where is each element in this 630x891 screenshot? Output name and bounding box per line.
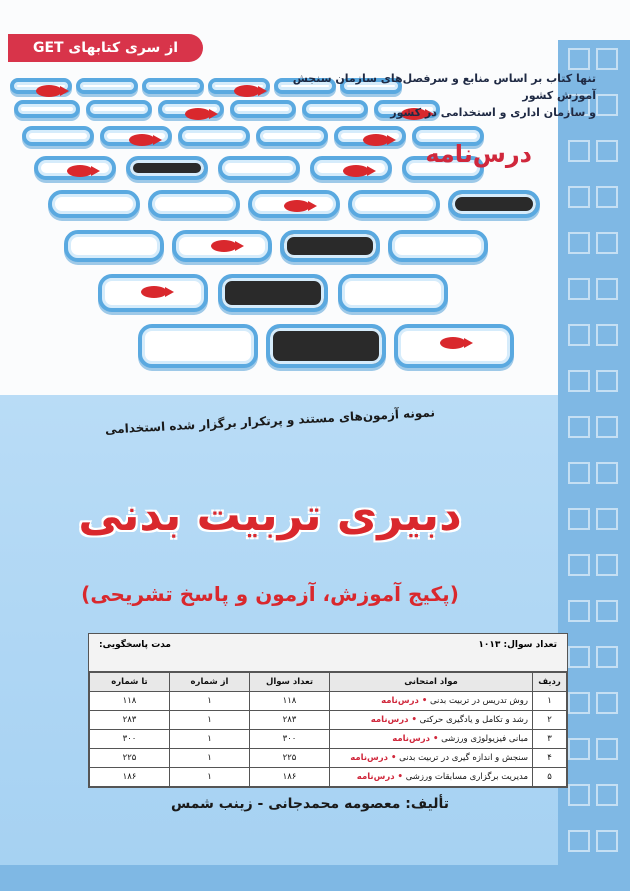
question-count-cell: ۲۸۳ (250, 711, 330, 730)
fish-icon (129, 134, 155, 146)
pond-basin (100, 126, 172, 146)
to-cell: ۱۸۶ (90, 768, 170, 787)
pond-basin (142, 78, 204, 94)
table-row (90, 692, 567, 711)
fish-icon (363, 134, 389, 146)
subject-name: رشد و تکامل و یادگیری حرکتی (419, 715, 528, 725)
border-pattern-cell (568, 416, 590, 438)
table-row (90, 768, 567, 787)
subtitle: نمونه آزمون‌های مستند و پرتکرار برگزار شده استخدامی (104, 405, 436, 437)
fish-icon (440, 337, 466, 349)
book-title: دبیری تربیت بدنی (78, 490, 462, 541)
package-subtitle: (پکیج آموزش، آزمون و پاسخ تشریحی) (81, 582, 459, 606)
pond-basin (334, 126, 406, 146)
question-count: تعداد سوال: ۱۰۱۳ (478, 640, 557, 650)
series-label: از سری کتابهای GET (32, 40, 179, 56)
border-pattern-cell (596, 462, 618, 484)
subject-tag: • درس‌نامه (350, 753, 397, 763)
border-pattern-cell (596, 278, 618, 300)
to-cell: ۳۰۰ (90, 730, 170, 749)
subject-tag: • درس‌نامه (370, 715, 417, 725)
border-pattern-cell (568, 186, 590, 208)
table-header-row (90, 673, 567, 692)
subject-name: روش تدریس در تربیت بدنی (429, 696, 528, 706)
pond-basin (34, 156, 116, 180)
tagline-line-1: تنها کتاب بر اساس منابع و سرفصل‌های سازمان سنجش آموزش کشور (292, 72, 596, 102)
pond-basin (266, 324, 386, 368)
subject-tag: • درس‌نامه (392, 734, 439, 744)
border-pattern-cell (596, 508, 618, 530)
border-pattern-cell (596, 186, 618, 208)
border-pattern-cell (596, 48, 618, 70)
column-header: از شماره (170, 673, 250, 692)
subject-cell (330, 711, 533, 730)
subject-cell (330, 768, 533, 787)
border-pattern-cell (596, 554, 618, 576)
pond-basin (208, 78, 270, 94)
question-count-cell: ۱۱۸ (250, 692, 330, 711)
table-row (90, 711, 567, 730)
fish-icon (343, 165, 369, 177)
border-pattern-cell (596, 646, 618, 668)
border-pattern-cell (596, 324, 618, 346)
tagline (266, 70, 596, 121)
pond-basin (86, 100, 152, 118)
fish-icon (211, 240, 237, 252)
from-cell: ۱ (170, 749, 250, 768)
to-cell: ۲۲۵ (90, 749, 170, 768)
subjects-table (89, 672, 567, 787)
pond-basin (348, 190, 440, 218)
pond-basin (172, 230, 272, 262)
border-pattern-cell (568, 462, 590, 484)
from-cell: ۱ (170, 692, 250, 711)
pond-basin (338, 274, 448, 312)
border-pattern-cell (568, 232, 590, 254)
decorative-border-right (558, 40, 630, 891)
pond-basin (76, 78, 138, 94)
subject-tag: • درس‌نامه (381, 696, 428, 706)
fish-icon (284, 200, 310, 212)
border-pattern-cell (596, 692, 618, 714)
border-pattern-cell (568, 324, 590, 346)
border-pattern-cell (568, 140, 590, 162)
border-pattern-cell (568, 370, 590, 392)
fish-icon (141, 286, 167, 298)
table-row (90, 749, 567, 768)
from-cell: ۱ (170, 768, 250, 787)
row-number: ۳ (533, 730, 567, 749)
pond-basin (22, 126, 94, 146)
tagline-line-2: و سازمان اداری و استخدامی در کشور (390, 106, 596, 119)
border-pattern-cell (568, 646, 590, 668)
pond-basin (218, 156, 300, 180)
table-row (90, 730, 567, 749)
pond-basin (14, 100, 80, 118)
subject-name: مدیریت برگزاری مسابقات ورزشی (405, 772, 528, 782)
border-pattern-cell (568, 738, 590, 760)
subject-cell (330, 730, 533, 749)
authors: تألیف: معصومه محمدجانی - زینب شمس (170, 796, 450, 812)
pond-basin (64, 230, 164, 262)
pond-basin (126, 156, 208, 180)
pond-basin (256, 126, 328, 146)
subject-cell (330, 749, 533, 768)
subject-cell (330, 692, 533, 711)
exam-info-table (88, 633, 568, 788)
row-number: ۱ (533, 692, 567, 711)
border-pattern-cell (568, 554, 590, 576)
border-pattern-cell (596, 830, 618, 852)
pond-basin (388, 230, 488, 262)
pond-basin (48, 190, 140, 218)
pond-basin (248, 190, 340, 218)
decorative-border-bottom (0, 865, 630, 891)
fish-icon (36, 85, 62, 97)
pond-basin (394, 324, 514, 368)
series-banner (8, 34, 203, 62)
fish-icon (234, 85, 260, 97)
from-cell: ۱ (170, 730, 250, 749)
border-pattern-cell (568, 48, 590, 70)
border-pattern-cell (568, 600, 590, 622)
pond-basin (280, 230, 380, 262)
border-pattern-cell (568, 278, 590, 300)
question-count-cell: ۱۸۶ (250, 768, 330, 787)
border-pattern-cell (596, 738, 618, 760)
column-header: تعداد سوال (250, 673, 330, 692)
info-header (89, 634, 567, 672)
to-cell: ۲۸۳ (90, 711, 170, 730)
subject-tag: • درس‌نامه (356, 772, 403, 782)
brand-logo-text: درس‌نامه (425, 140, 532, 168)
border-pattern-cell (568, 508, 590, 530)
fish-icon (67, 165, 93, 177)
border-pattern-cell (596, 140, 618, 162)
border-pattern-cell (596, 370, 618, 392)
pond-basin (10, 78, 72, 94)
border-pattern-cell (596, 416, 618, 438)
pond-basin (448, 190, 540, 218)
column-header: مواد امتحانی (330, 673, 533, 692)
border-pattern-cell (596, 232, 618, 254)
pond-basin (158, 100, 224, 118)
row-number: ۲ (533, 711, 567, 730)
to-cell: ۱۱۸ (90, 692, 170, 711)
pond-basin (138, 324, 258, 368)
border-pattern-cell (596, 600, 618, 622)
pond-basin (148, 190, 240, 218)
pond-basin (218, 274, 328, 312)
border-pattern-cell (568, 692, 590, 714)
fish-icon (185, 108, 211, 120)
column-header: تا شماره (90, 673, 170, 692)
answer-time: مدت پاسخگویی: (99, 640, 172, 650)
border-pattern-cell (596, 94, 618, 116)
border-pattern-cell (568, 784, 590, 806)
border-pattern-cell (596, 784, 618, 806)
row-number: ۵ (533, 768, 567, 787)
subject-name: مبانی فیزیولوژی ورزشی (441, 734, 528, 744)
question-count-cell: ۳۰۰ (250, 730, 330, 749)
pond-basin (178, 126, 250, 146)
border-pattern-cell (568, 830, 590, 852)
row-number: ۴ (533, 749, 567, 768)
pond-basin (98, 274, 208, 312)
from-cell: ۱ (170, 711, 250, 730)
question-count-cell: ۲۲۵ (250, 749, 330, 768)
subject-name: سنجش و اندازه گیری در تربیت بدنی (399, 753, 528, 763)
column-header: ردیف (533, 673, 567, 692)
fish-pond-illustration (0, 70, 540, 410)
pond-basin (310, 156, 392, 180)
